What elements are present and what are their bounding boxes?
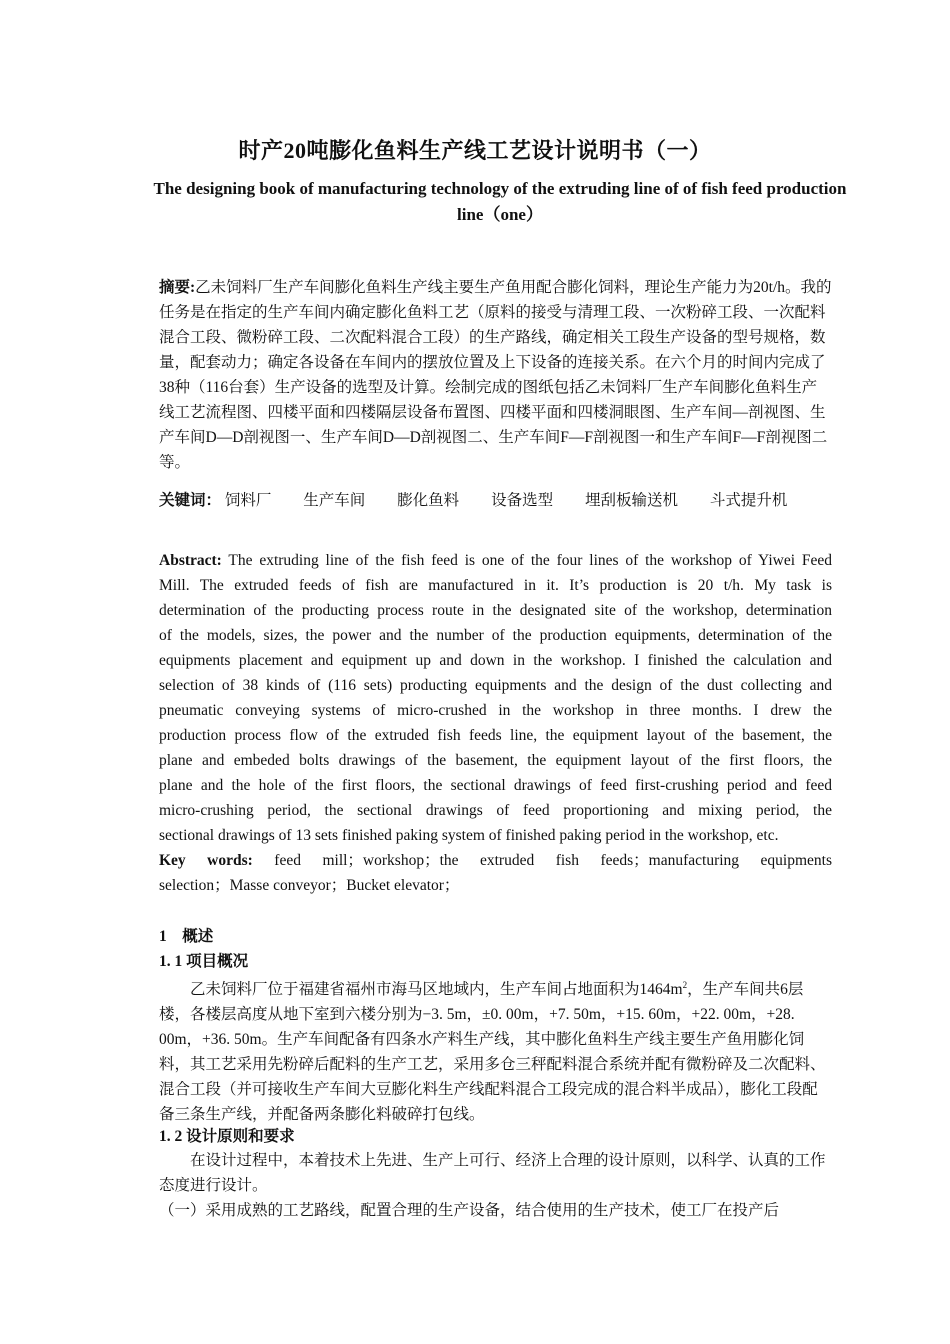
section-1-2-paragraph: 在设计过程中，本着技术上先进、生产上可行、经济上合理的设计原则，以科学、认真的工作态度进行设计。 <box>159 1152 826 1194</box>
section-1-1-paragraph <box>159 973 832 1127</box>
keyword-item: 埋刮板输送机 <box>584 492 678 509</box>
section-1-2-item-1: （一）采用成熟的工艺路线，配置合理的生产设备，结合使用的生产技术，使工厂在投产后 <box>159 1202 780 1219</box>
abstract-en-line: Mill. The extruded feeds of fish are manufactured in it. It’s production is 20 t/h. My task is <box>159 577 832 594</box>
keyword-item: 饲料厂 <box>224 492 272 509</box>
abstract-cn-label: 摘要: <box>159 279 196 296</box>
title-chinese: 时产20吨膨化鱼料生产线工艺设计说明书（一） <box>238 138 712 163</box>
abstract-en-line: pneumatic conveying systems of micro-crushed in the workshop in three months. I drew the <box>159 702 832 719</box>
abstract-english <box>159 548 832 898</box>
keywords-en-line1: feed mill；workshop；the extruded fish feeds；manufacturing equipments <box>252 852 832 869</box>
abstract-en-line: production process flow of the extruded fish feeds line, the equipment layout of the basement, the <box>159 727 832 744</box>
title-english: The designing book of manufacturing technology of the extruding line of of fish feed production line（one） <box>153 179 847 224</box>
keyword-item: 生产车间 <box>303 492 366 509</box>
keywords-chinese <box>159 488 815 510</box>
abstract-en-line: sectional drawings of 13 sets finished paking system of finished paking period in the workshop, etc. <box>159 827 779 844</box>
keywords-en-line2: selection；Masse conveyor；Bucket elevator； <box>159 877 460 894</box>
section-1-1-text-b: ，生产车间共6层楼，各楼层高度从地下室到六楼分别为−3. 5m，±0. 00m，+7. 50m，+15. 60m，+22. 00m，+28. 00m，+36. 50m。生产车间配备有四条水产料生产线，其中膨化鱼料生产线主要生产鱼用膨化饲料，其工艺采用先粉碎后配料的生产工艺，采用多仓三秤配料混合系统并配有微粉碎及二次配料、混合工段（并可接收生产车间大豆膨化料生产线配料混合工段完成的混合料半成品），膨化工段配备三条生产线，并配备两条膨化料破碎打包线。 <box>159 981 826 1124</box>
keywords-cn-label: 关键词： <box>159 492 222 509</box>
abstract-en-line: micro-crushing period, the sectional drawings of feed proportioning and mixing period, the <box>159 802 832 819</box>
abstract-en-line: selection of 38 kinds of (116 sets) producting equipments and the design of the dust collecting and <box>159 677 832 694</box>
keyword-item: 膨化鱼料 <box>397 492 460 509</box>
abstract-en-line: equipments placement and equipment up and down in the workshop. I finished the calculation and <box>159 652 832 669</box>
abstract-en-label: Abstract: <box>159 552 222 569</box>
keyword-item: 斗式提升机 <box>709 492 788 509</box>
section-1-1-text-a: 乙未饲料厂位于福建省福州市海马区地域内，生产车间占地面积为1464m <box>190 981 683 999</box>
section-1-heading: 1 概述 <box>159 928 214 945</box>
abstract-en-line: The extruding line of the fish feed is one of the four lines of the workshop of Yiwei Feed <box>221 552 832 569</box>
abstract-en-line: of the models, sizes, the power and the number of the production equipments, determination of the <box>159 627 832 644</box>
abstract-cn-text: 乙未饲料厂生产车间膨化鱼料生产线主要生产鱼用配合膨化饲料，理论生产能力为20t/h。我的任务是在指定的生产车间内确定膨化鱼料工艺（原料的接受与清理工段、一次粉碎工段、一次配料混合工段、微粉碎工段、二次配料混合工段）的生产路线，确定相关工段生产设备的型号规格，数量，配套动力；确定各设备在车间内的摆放位置及上下设备的连接关系。在六个月的时间内完成了38种（116台套）生产设备的选型及计算。绘制完成的图纸包括乙未饲料厂生产车间膨化鱼料生产线工艺流程图、四楼平面和四楼隔层设备布置图、四楼平面和四楼洞眼图、生产车间—剖视图、生产车间D—D剖视图一、生产车间D—D剖视图二、生产车间F—F剖视图一和生产车间F—F剖视图二等。 <box>159 279 832 471</box>
keywords-en-label: Key words: <box>159 852 253 869</box>
section-1-2-heading: 1. 2 设计原则和要求 <box>159 1128 295 1145</box>
abstract-en-line: determination of the producting process route in the designated site of the workshop, determination <box>159 602 832 619</box>
superscript: 2 <box>682 980 688 990</box>
section-1-1-heading: 1. 1 项目概况 <box>159 953 249 970</box>
abstract-en-line: plane and embeded bolts drawings of the basement, the equipment layout of the first floors, the <box>159 752 832 769</box>
keyword-item: 设备选型 <box>491 492 554 509</box>
abstract-chinese <box>159 275 832 475</box>
abstract-en-line: plane and the hole of the first floors, the sectional drawings of feed first-crushing period and feed <box>159 777 832 794</box>
